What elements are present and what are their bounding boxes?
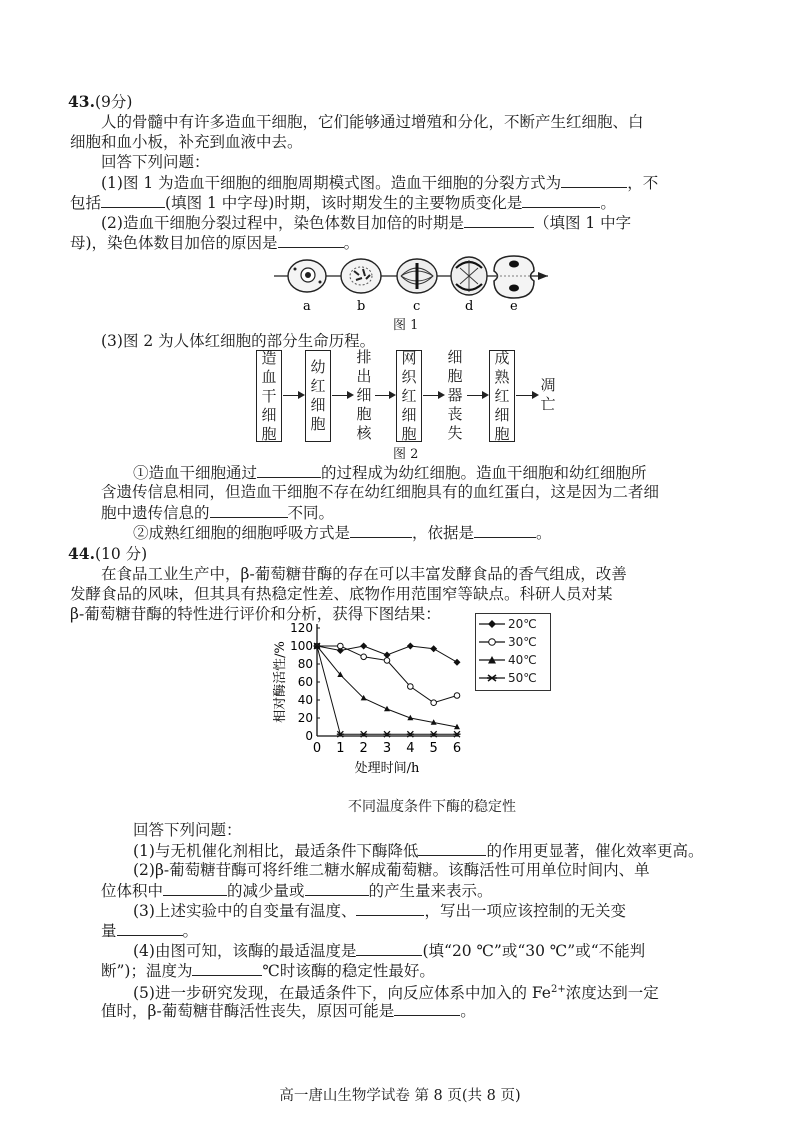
data-point bbox=[407, 643, 414, 650]
flow-box-reticulocyte: 网织红细胞 bbox=[396, 350, 422, 442]
enzyme-stability-chart bbox=[268, 618, 478, 798]
flow-arrow bbox=[283, 395, 303, 396]
flow-arrow bbox=[516, 395, 537, 396]
x-tick-label: 4 bbox=[406, 741, 415, 756]
q44-part3-line1: (3)上述实验中的自变量有温度、 ，写出一项应该控制的无关变 bbox=[133, 902, 626, 920]
legend-item-30c: 30℃ bbox=[479, 633, 537, 651]
answer-blank[interactable] bbox=[356, 900, 424, 916]
answer-blank[interactable] bbox=[394, 1000, 460, 1016]
flow-arrow bbox=[375, 395, 394, 396]
q44-part2-line2: 位体积中 的减少量或 的产生量来表示。 bbox=[101, 882, 493, 900]
y-tick-label: 40 bbox=[297, 693, 313, 707]
q43-sub1-line1: ①造血干细胞通过 的过程成为幼红细胞。造血干细胞和幼红细胞所 bbox=[133, 464, 647, 482]
q44-intro-line1: 在食品工业生产中，β-葡萄糖苷酶的存在可以丰富发酵食品的香气组成，改善 bbox=[101, 565, 627, 583]
flow-arrow bbox=[423, 395, 443, 396]
data-point bbox=[384, 658, 390, 664]
x-tick-label: 6 bbox=[452, 741, 462, 756]
q43-intro-line1: 人的骨髓中有许多造血干细胞，它们能够通过增殖和分化，不断产生红细胞、白 bbox=[101, 113, 644, 131]
y-axis-label: 相对酶活性/% bbox=[273, 641, 288, 723]
flow-arrow bbox=[332, 395, 352, 396]
fig1-label-d: d bbox=[465, 299, 474, 314]
cell-c-metaphase bbox=[397, 259, 437, 293]
q43-sub2: ②成熟红细胞的细胞呼吸方式是 ，依据是 。 bbox=[133, 524, 552, 542]
q44-part4-line2: 断”)；温度为 ℃时该酶的稳定性最好。 bbox=[101, 962, 435, 980]
q43-sub1-line2: 含遗传信息相同，但造血干细胞不存在幼红细胞具有的血红蛋白，这是因为二者细 bbox=[101, 483, 660, 501]
answer-blank[interactable] bbox=[163, 880, 227, 896]
question-score: (10 分) bbox=[94, 545, 148, 563]
chart-series bbox=[314, 643, 461, 738]
answer-blank[interactable] bbox=[117, 920, 183, 936]
answer-blank[interactable] bbox=[210, 502, 288, 518]
q44-intro-line2: 发酵食品的风味，但其具有热稳定性差、底物作用范围窄等缺点。科研人员对某 bbox=[70, 585, 613, 603]
answer-blank[interactable] bbox=[192, 960, 262, 976]
cell-b-prophase bbox=[341, 259, 381, 293]
q43-prompt: 回答下列问题： bbox=[101, 153, 210, 171]
x-tick-label: 5 bbox=[429, 741, 438, 756]
fig2-caption: 图 2 bbox=[393, 447, 419, 462]
q44-part5-line2: 值时，β-葡萄糖苷酶活性丧失，原因可能是 。 bbox=[101, 1002, 476, 1020]
y-tick-label: 60 bbox=[297, 675, 313, 689]
page-footer: 高一唐山生物学试卷 第 8 页(共 8 页) bbox=[279, 1088, 521, 1104]
answer-blank[interactable] bbox=[561, 172, 627, 188]
flow-box-hsc: 造血干细胞 bbox=[256, 350, 282, 442]
x-tick-label: 2 bbox=[359, 741, 368, 756]
answer-blank[interactable] bbox=[101, 192, 165, 208]
q43-part1-line1: (1)图 1 为造血干细胞的细胞周期模式图。造血干细胞的分裂方式为 ，不 bbox=[101, 174, 659, 192]
legend-item-50c: 50℃ bbox=[479, 669, 537, 687]
question-44-header bbox=[68, 544, 147, 564]
data-point bbox=[361, 654, 367, 660]
q44-part5-line1: (5)进一步研究发现，在最适条件下，向反应体系中加入的 $Fe^{2+}$浓度达到一定 bbox=[133, 984, 659, 1003]
q43-part1-line2: 包括 (填图 1 中字母)时期，该时期发生的主要物质变化是 。 bbox=[70, 194, 616, 212]
flow-box-erythroblast: 幼红细胞 bbox=[305, 350, 331, 442]
q43-intro-line2: 细胞和血小板，补充到血液中去。 bbox=[70, 133, 303, 151]
q43-part2-line1: (2)造血干细胞分裂过程中，染色体数目加倍的时期是 （填图 1 中字 bbox=[101, 214, 632, 232]
flow-step-enucleation: 排出细胞核 bbox=[356, 347, 372, 442]
data-point bbox=[338, 643, 344, 649]
data-point bbox=[430, 645, 437, 652]
y-tick-label: 100 bbox=[290, 639, 313, 653]
q44-prompt: 回答下列问题： bbox=[133, 821, 242, 839]
fig1-caption: 图 1 bbox=[393, 318, 419, 333]
question-number: 43. bbox=[68, 92, 95, 111]
answer-blank[interactable] bbox=[350, 522, 412, 538]
chart-axes bbox=[272, 621, 461, 776]
answer-blank[interactable] bbox=[464, 212, 534, 228]
data-point bbox=[431, 700, 437, 706]
answer-blank[interactable] bbox=[257, 462, 321, 478]
question-number: 44. bbox=[68, 544, 95, 563]
chart-legend bbox=[475, 613, 551, 691]
y-tick-label: 0 bbox=[305, 729, 313, 743]
q44-part3-line2: 量 。 bbox=[101, 922, 199, 940]
flow-step-organelle-loss: 细胞器丧失 bbox=[447, 347, 463, 442]
answer-blank[interactable] bbox=[278, 232, 344, 248]
answer-blank[interactable] bbox=[305, 880, 369, 896]
answer-blank[interactable] bbox=[356, 940, 422, 956]
y-tick-label: 120 bbox=[290, 621, 313, 635]
flow-arrow bbox=[467, 395, 487, 396]
fig1-label-c: c bbox=[413, 299, 421, 314]
q44-intro-line3: β-葡萄糖苷酶的特性进行评价和分析，获得下图结果： bbox=[70, 605, 441, 623]
y-tick-label: 20 bbox=[297, 711, 313, 725]
q43-sub1-line3: 胞中遗传信息的 不同。 bbox=[101, 504, 335, 522]
legend-item-20c: 20℃ bbox=[479, 615, 537, 633]
data-point bbox=[360, 643, 367, 650]
q44-part2-line1: (2)β-葡萄糖苷酶可将纤维二糖水解成葡萄糖。该酶活性可用单位时间内、单 bbox=[133, 861, 650, 879]
question-43-header bbox=[68, 92, 132, 112]
answer-blank[interactable] bbox=[474, 522, 536, 538]
cell-d-anaphase bbox=[451, 257, 487, 295]
flow-box-mature-rbc: 成熟红细胞 bbox=[489, 350, 515, 442]
arrow-head bbox=[538, 272, 548, 280]
fig1-label-b: b bbox=[357, 299, 366, 314]
data-point bbox=[454, 659, 461, 666]
cell-e-telophase bbox=[494, 256, 534, 298]
question-score: (9分) bbox=[94, 93, 133, 111]
q43-part3: (3)图 2 为人体红细胞的部分生命历程。 bbox=[101, 332, 376, 350]
flow-end-apoptosis: 凋亡 bbox=[540, 376, 556, 413]
q44-part4-line1: (4)由图可知，该酶的最适温度是 (填“20 ℃”或“30 ℃”或“不能判 bbox=[133, 942, 646, 960]
figure-1-cell-cycle bbox=[270, 252, 570, 332]
answer-blank[interactable] bbox=[418, 840, 486, 856]
answer-blank[interactable] bbox=[522, 192, 600, 208]
y-tick-label: 80 bbox=[297, 657, 313, 671]
x-axis-label: 处理时间/h bbox=[354, 761, 420, 776]
x-tick-label: 3 bbox=[382, 741, 392, 756]
x-tick-label: 0 bbox=[312, 741, 322, 756]
legend-item-40c: 40℃ bbox=[479, 651, 537, 669]
data-point bbox=[454, 693, 460, 699]
data-point bbox=[408, 684, 414, 690]
fig1-label-e: e bbox=[510, 299, 518, 314]
q43-part2-line2: 母)，染色体数目加倍的原因是 。 bbox=[70, 234, 360, 252]
chart-title: 不同温度条件下酶的稳定性 bbox=[348, 799, 516, 815]
x-tick-label: 1 bbox=[336, 741, 345, 756]
fig1-label-a: a bbox=[303, 299, 311, 314]
q44-part1: (1)与无机催化剂相比，最适条件下酶降低 的作用更显著，催化效率更高。 bbox=[133, 842, 704, 860]
cell-a-interphase bbox=[288, 260, 326, 292]
